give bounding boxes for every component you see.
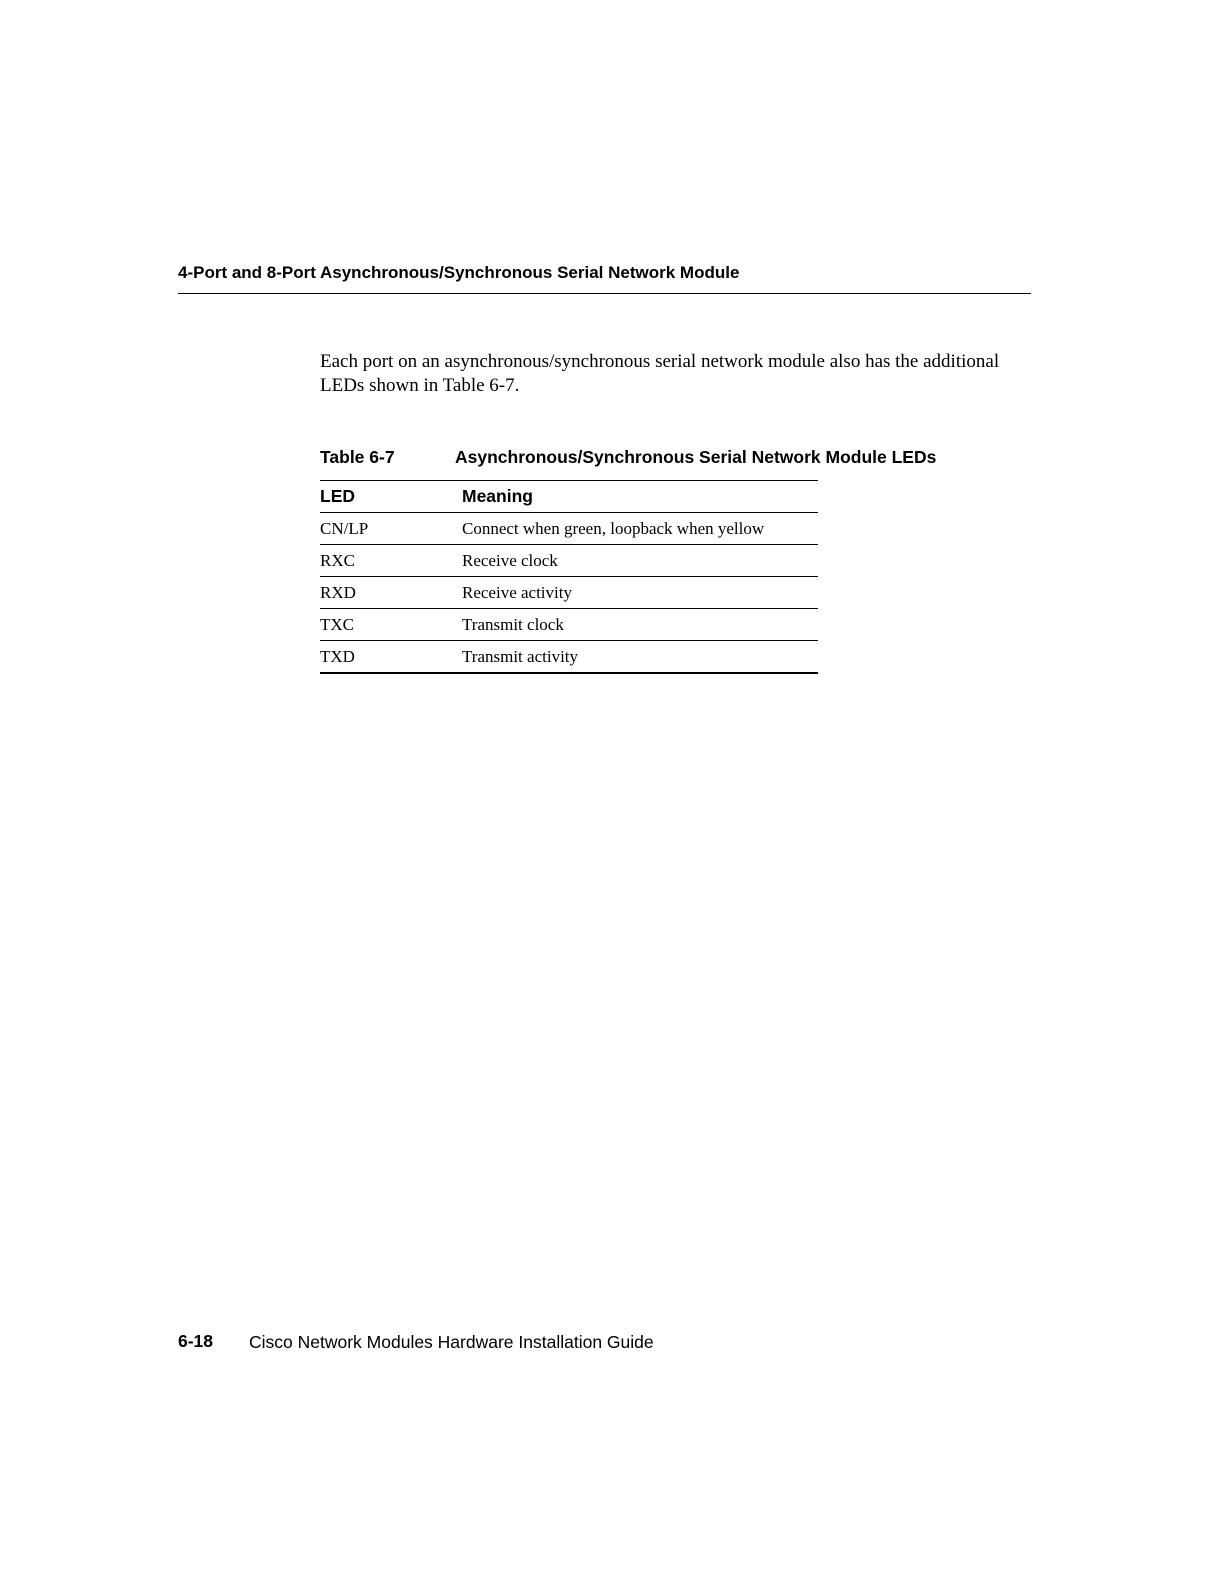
table-caption [320,446,1040,468]
column-header-led: LED [320,481,462,513]
cell-meaning: Receive activity [462,577,818,609]
cell-meaning: Connect when green, loopback when yellow [462,513,818,545]
paragraph-line-1: Each port on an asynchronous/synchronous serial network module also has the additional [320,351,1000,372]
running-header: 4-Port and 8-Port Asynchronous/Synchronous Serial Network Module [178,263,740,282]
table-row [320,577,818,609]
table-caption-number: Table 6-7 [320,447,395,467]
cell-led: RXC [320,545,462,577]
cell-led: RXD [320,577,462,609]
cell-meaning: Transmit activity [462,641,818,674]
table-row [320,641,818,674]
led-table [320,480,818,674]
header-rule [178,293,1031,294]
table-caption-title: Asynchronous/Synchronous Serial Network Module LEDs [455,447,937,467]
footer-page-number: 6-18 [178,1331,214,1351]
table-header-row [320,481,818,513]
cell-meaning: Transmit clock [462,609,818,641]
table-row [320,513,818,545]
cell-led: CN/LP [320,513,462,545]
footer-book-title: Cisco Network Modules Hardware Installation Guide [249,1332,654,1352]
cell-meaning: Receive clock [462,545,818,577]
paragraph-line-2: LEDs shown in Table 6-7. [320,374,520,396]
table-row [320,609,818,641]
column-header-meaning: Meaning [462,481,818,513]
cell-led: TXC [320,609,462,641]
cell-led: TXD [320,641,462,674]
table-row [320,545,818,577]
body-paragraph [320,350,1040,397]
